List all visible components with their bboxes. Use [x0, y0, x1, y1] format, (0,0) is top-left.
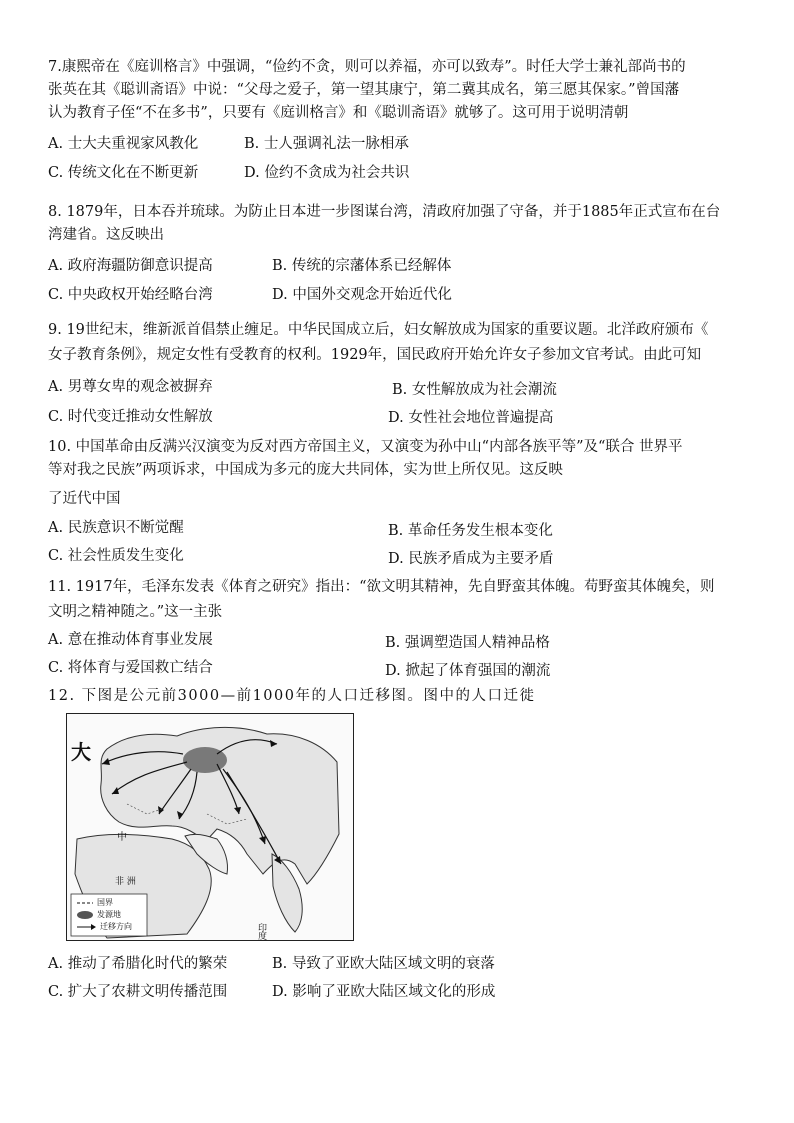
question-10-option-a: A. 民族意识不断觉醒: [48, 520, 184, 536]
map-label-top: 大: [71, 740, 91, 764]
question-8-option-d: D. 中国外交观念开始近代化: [272, 287, 452, 303]
question-7-line-3: 认为教育子侄“不在多书”，只要有《庭训格言》和《聪训斋语》就够了。这可用于说明清朝: [48, 105, 629, 121]
question-10-line-1: 10. 中国革命由反满兴汉演变为反对西方帝国主义，又演变为孙中山“内部各族平等”及“联合 世界平: [48, 439, 683, 455]
question-10-line-3: 了近代中国: [48, 491, 121, 507]
question-8-option-b: B. 传统的宗藩体系已经解体: [272, 258, 452, 274]
map-label-bottom: 度: [258, 932, 268, 942]
question-12-line-1: 12. 下图是公元前3000—前1000年的人口迁移图。图中的人口迁徙: [48, 688, 536, 704]
question-11-option-b: B. 强调塑造国人精神品格: [385, 635, 550, 651]
question-8-line-1: 8. 1879年，日本吞并琉球。为防止日本进一步图谋台湾，清政府加强了守备，并于1885年正式宣布在台: [48, 204, 721, 220]
question-9-option-c: C. 时代变迁推动女性解放: [48, 409, 213, 425]
question-11-line-2: 文明之精神随之。”这一主张: [48, 604, 223, 620]
question-11-option-c: C. 将体育与爱国救亡结合: [48, 660, 213, 676]
question-7-option-b: B. 士人强调礼法一脉相承: [244, 136, 409, 152]
question-9-line-1: 9. 19世纪末，维新派首倡禁止缠足。中华民国成立后，妇女解放成为国家的重要议题。北洋政府颁布《: [48, 322, 709, 338]
question-8-line-2: 湾建省。这反映出: [48, 227, 164, 243]
question-8-option-c: C. 中央政权开始经略台湾: [48, 287, 213, 303]
question-9-option-b: B. 女性解放成为社会潮流: [392, 382, 557, 398]
map-label-africa: 非 洲: [115, 877, 136, 887]
migration-map: [66, 713, 354, 941]
question-12-option-a: A. 推动了希腊化时代的繁荣: [48, 956, 228, 972]
question-10-option-c: C. 社会性质发生变化: [48, 548, 184, 564]
question-8-option-a: A. 政府海疆防御意识提高: [48, 258, 213, 274]
map-label-india: 印: [258, 924, 268, 934]
question-7-option-d: D. 俭约不贪成为社会共识: [244, 165, 410, 181]
legend-origin-label: 发源地: [97, 910, 121, 919]
legend-direction-label: 迁移方向: [100, 922, 132, 931]
question-10-option-b: B. 革命任务发生根本变化: [388, 523, 553, 539]
question-12-option-c: C. 扩大了农耕文明传播范围: [48, 984, 228, 1000]
question-10-option-d: D. 民族矛盾成为主要矛盾: [388, 551, 554, 567]
question-7-line-1: 7.康熙帝在《庭训格言》中强调，“俭约不贪，则可以养福，亦可以致寿”。时任大学士兼礼部尚书的: [48, 59, 686, 75]
legend-border-label: 国界: [97, 898, 113, 907]
map-label-sea: 中: [117, 832, 127, 843]
question-10-line-2: 等对我之民族”两项诉求，中国成为多元的庞大共同体，实为世上所仅见。这反映: [48, 462, 563, 478]
question-11-option-a: A. 意在推动体育事业发展: [48, 632, 213, 648]
question-12-option-d: D. 影响了亚欧大陆区域文化的形成: [272, 984, 496, 1000]
question-12-option-b: B. 导致了亚欧大陆区域文明的衰落: [272, 956, 495, 972]
question-9-option-d: D. 女性社会地位普遍提高: [388, 410, 554, 426]
question-11-line-1: 11. 1917年，毛泽东发表《体育之研究》指出：“欲文明其精神，先自野蛮其体魄。苟野蛮其体魄矣，则: [48, 579, 715, 595]
question-9-option-a: A. 男尊女卑的观念被摒弃: [48, 379, 213, 395]
question-11-option-d: D. 掀起了体育强国的潮流: [385, 663, 551, 679]
question-7-option-a: A. 士大夫重视家风教化: [48, 136, 199, 152]
question-7-line-2: 张英在其《聪训斋语》中说：“父母之爱子，第一望其康宁，第二冀其成名，第三愿其保家。”曾国藩: [48, 82, 680, 98]
question-9-line-2: 女子教育条例》，规定女性有受教育的权利。1929年，国民政府开始允许女子参加文官考试。由此可知: [48, 347, 702, 363]
question-7-option-c: C. 传统文化在不断更新: [48, 165, 199, 181]
